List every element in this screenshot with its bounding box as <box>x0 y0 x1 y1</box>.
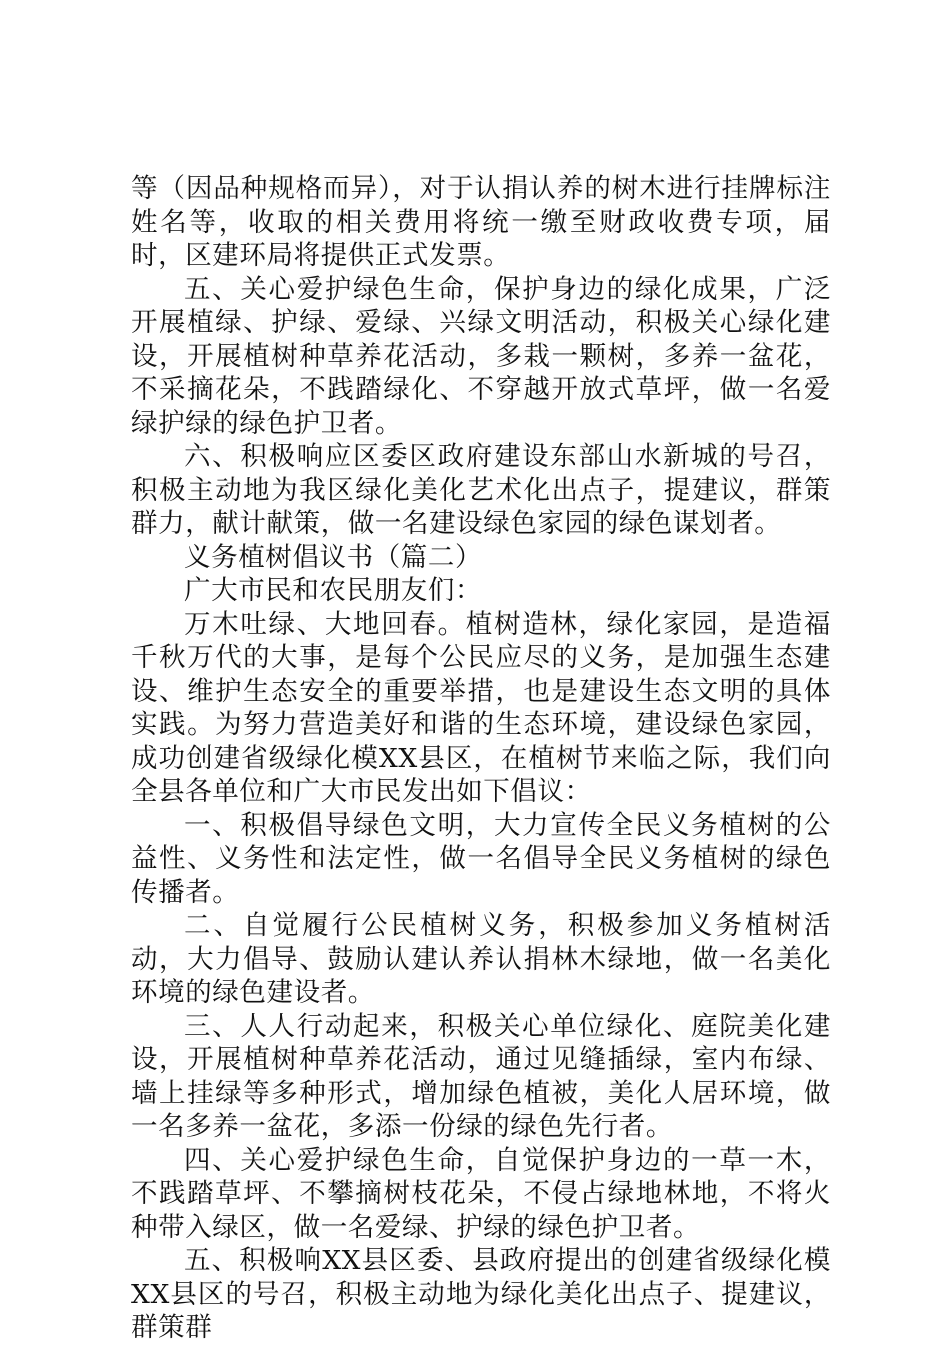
paragraph: 六、积极响应区委区政府建设东部山水新城的号召，积极主动地为我区绿化美化艺术化出点子，提建议，群策群力，献计献策，做一名建设绿色家园的绿色谋划者。 <box>131 441 831 539</box>
paragraph: 一、积极倡导绿色文明，大力宣传全民义务植树的公益性、义务性和法定性，做一名倡导全民义务植树的绿色传播者。 <box>131 809 831 908</box>
paragraph: 义务植树倡议书（篇二） <box>184 541 483 573</box>
paragraph: 万木吐绿、大地回春。植树造林，绿化家园，是造福千秋万代的大事，是每个公民应尽的义务，是加强生态建设、维护生态安全的重要举措，也是建设生态文明的具体实践。为努力营造美好和谐的生态环境，建设绿色家园，成功创建省级绿化模XX县区，在植树节来临之际，我们向全县各单位和广大市民发出如下倡议： <box>131 608 831 807</box>
document-body <box>131 172 831 1345</box>
paragraph: 三、人人行动起来，积极关心单位绿化、庭院美化建设，开展植树种草养花活动，通过见缝插绿，室内布绿、墙上挂绿等多种形式，增加绿色植被，美化人居环境，做一名多养一盆花，多添一份绿的绿色先行者。 <box>131 1010 831 1142</box>
paragraph: 等（因品种规格而异），对于认捐认养的树木进行挂牌标注姓名等，收取的相关费用将统一缴至财政收费专项，届时，区建环局将提供正式发票。 <box>131 173 831 271</box>
paragraph: 广大市民和农民朋友们： <box>184 575 483 606</box>
paragraph: 二、自觉履行公民植树义务，积极参加义务植树活动，大力倡导、鼓励认建认养认捐林木绿地，做一名美化环境的绿色建设者。 <box>131 910 831 1008</box>
paragraph: 五、关心爱护绿色生命，保护身边的绿化成果，广泛开展植绿、护绿、爱绿、兴绿文明活动，积极关心绿化建设，开展植树种草养花活动，多栽一颗树，多养一盆花，不采摘花朵，不践踏绿化、不穿越开放式草坪，做一名爱绿护绿的绿色护卫者。 <box>131 273 831 439</box>
paragraph: 五、积极响XX县区委、县政府提出的创建省级绿化模XX县区的号召，积极主动地为绿化美化出点子、提建议，群策群 <box>131 1245 831 1343</box>
paragraph: 四、关心爱护绿色生命，自觉保护身边的一草一木，不践踏草坪、不攀摘树枝花朵，不侵占绿地林地，不将火种带入绿区，做一名爱绿、护绿的绿色护卫者。 <box>131 1144 831 1243</box>
